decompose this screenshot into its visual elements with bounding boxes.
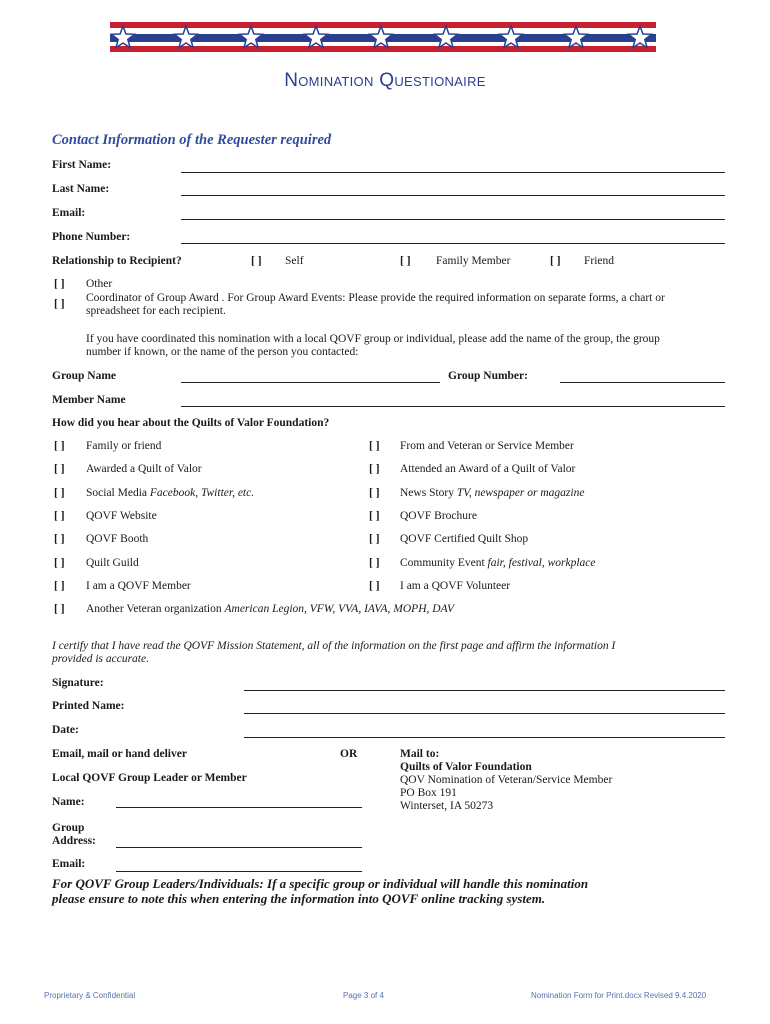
group-address-field[interactable]: [116, 847, 362, 848]
hear-right-checkbox[interactable]: [ ]: [369, 463, 380, 476]
or-label: OR: [340, 748, 358, 760]
hear-option-text: I am a QOVF Volunteer: [400, 579, 511, 592]
group-leader-note: [52, 876, 752, 906]
certify-line-2: provided is accurate.: [52, 653, 149, 665]
checkbox-other[interactable]: [ ]: [54, 278, 65, 290]
contact-section-heading: Contact Information of the Requester required: [52, 132, 332, 148]
hear-left-checkbox[interactable]: [ ]: [54, 509, 65, 522]
hear-option-text: Community Event: [400, 556, 488, 569]
mail-address-line-1: QOV Nomination of Veteran/Service Member: [400, 774, 613, 786]
coordinator-line-1: Coordinator of Group Award . For Group Award Events: Please provide the required information on separate forms, a chart or: [86, 292, 665, 304]
certify-line-1: I certify that I have read the QOVF Mission Statement, all of the information on the first page and affirm the information I: [52, 640, 616, 652]
hear-left-checkbox[interactable]: [ ]: [54, 579, 65, 592]
hear-right-checkbox[interactable]: [ ]: [369, 440, 380, 452]
phone-label: Phone Number:: [52, 231, 131, 243]
relationship-label: Relationship to Recipient?: [52, 255, 182, 267]
page-title: Nomination Questionaire: [284, 70, 486, 91]
hear-option-text: Quilt Guild: [86, 556, 139, 569]
hear-left-checkbox[interactable]: [ ]: [54, 603, 65, 616]
group-note-line-1: If you have coordinated this nomination with a local QOVF group or individual, please add the name of the group, the group: [86, 333, 660, 345]
hear-left-checkbox[interactable]: [ ]: [54, 440, 65, 452]
hear-left-checkbox[interactable]: [ ]: [54, 533, 65, 546]
note-line-2: please ensure to note this when entering the information into QOVF online tracking system.: [52, 891, 546, 906]
hear-left-checkbox[interactable]: [ ]: [54, 486, 65, 499]
mail-org: Quilts of Valor Foundation: [400, 761, 532, 773]
hear-option-examples: American Legion, VFW, VVA, IAVA, MOPH, DAV: [224, 603, 455, 616]
footer-right: Nomination Form for Print.docx Revised 9.4.2020: [531, 991, 707, 1000]
hear-option-text: From and Veteran or Service Member: [400, 440, 574, 452]
mail-address-line-2: PO Box 191: [400, 787, 457, 799]
option-self: Self: [285, 255, 304, 267]
hear-left-option: [86, 510, 157, 522]
footer-page-number: Page 3 of 4: [343, 991, 384, 1000]
hear-left-option: [86, 580, 191, 592]
hear-option-examples: TV, newspaper or magazine: [456, 486, 585, 499]
option-family-member: Family Member: [436, 255, 511, 267]
hear-left-option: [86, 557, 139, 569]
hear-option-text: Family or friend: [86, 440, 162, 452]
hear-option-text: QOVF Booth: [86, 533, 149, 546]
mail-to-label: Mail to:: [400, 748, 440, 760]
checkbox-self[interactable]: [ ]: [251, 255, 262, 267]
option-other: Other: [86, 278, 113, 290]
hear-right-option: [400, 510, 477, 522]
hear-option-text: Awarded a Quilt of Valor: [86, 463, 202, 476]
group-address-label: [52, 822, 96, 848]
hear-right-checkbox[interactable]: [ ]: [369, 533, 380, 546]
first-name-field[interactable]: [181, 172, 725, 173]
deliver-label: Email, mail or hand deliver: [52, 748, 187, 760]
date-label: Date:: [52, 724, 79, 736]
hear-option-text: Social Media: [86, 486, 150, 499]
printed-name-field[interactable]: [244, 713, 725, 714]
date-field[interactable]: [244, 737, 725, 738]
hear-right-checkbox[interactable]: [ ]: [369, 486, 380, 499]
group-address-label-1: Group: [52, 822, 85, 834]
checkbox-coordinator[interactable]: [ ]: [54, 298, 65, 310]
footer-left: Proprietary & Confidential: [44, 991, 136, 1000]
hear-option-text: News Story: [400, 486, 457, 499]
email-label: Email:: [52, 207, 86, 219]
hear-right-checkbox[interactable]: [ ]: [369, 579, 380, 592]
last-name-label: Last Name:: [52, 183, 110, 195]
local-leader-label: Local QOVF Group Leader or Member: [52, 772, 247, 784]
hear-left-option: [86, 440, 161, 452]
group-note: [86, 333, 736, 358]
signature-label: Signature:: [52, 677, 104, 689]
group-name-field[interactable]: [181, 382, 440, 383]
hear-left-checkbox[interactable]: [ ]: [54, 556, 65, 569]
leader-email-label: Email:: [52, 858, 86, 870]
hear-option-text: I am a QOVF Member: [86, 579, 191, 592]
certify-statement: [52, 640, 732, 665]
group-number-field[interactable]: [560, 382, 725, 383]
group-name-label: Group Name: [52, 370, 116, 382]
hear-right-option: [400, 440, 574, 452]
first-name-label: First Name:: [52, 159, 112, 171]
flag-banner: [110, 22, 656, 52]
hear-left-option: [86, 533, 148, 545]
group-note-line-2: number if known, or the name of the person you contacted:: [86, 346, 359, 358]
email-field[interactable]: [181, 219, 725, 220]
last-name-field[interactable]: [181, 195, 725, 196]
hear-about-question: How did you hear about the Quilts of Valor Foundation?: [52, 417, 330, 429]
hear-right-checkbox[interactable]: [ ]: [369, 509, 380, 522]
checkbox-family-member[interactable]: [ ]: [400, 255, 411, 267]
hear-right-option: [400, 463, 575, 475]
coordinator-line-2: spreadsheet for each recipient.: [86, 305, 226, 317]
group-address-label-2: Address:: [52, 835, 96, 847]
option-coordinator: [86, 292, 736, 317]
mail-to-block: [400, 748, 612, 813]
note-line-1: For QOVF Group Leaders/Individuals: If a specific group or individual will handle this nomination: [52, 876, 589, 891]
hear-option-text: QOVF Brochure: [400, 509, 477, 522]
hear-right-option: [400, 557, 596, 569]
printed-name-label: Printed Name:: [52, 700, 125, 712]
member-name-field[interactable]: [181, 406, 725, 407]
hear-left-option: [86, 463, 202, 475]
leader-email-field[interactable]: [116, 871, 362, 872]
hear-right-option: [400, 487, 584, 499]
hear-right-option: [400, 580, 510, 592]
hear-right-option: [400, 533, 528, 545]
hear-right-checkbox[interactable]: [ ]: [369, 556, 380, 569]
signature-field[interactable]: [244, 690, 725, 691]
hear-option-text: Attended an Award of a Quilt of Valor: [400, 463, 576, 476]
hear-left-option: [86, 487, 254, 499]
member-name-label: Member Name: [52, 394, 126, 406]
checkbox-friend[interactable]: [ ]: [550, 255, 561, 267]
hear-option-text: QOVF Certified Quilt Shop: [400, 533, 529, 546]
leader-name-label: Name:: [52, 796, 85, 808]
hear-option-examples: fair, festival, workplace: [487, 556, 596, 569]
leader-name-field[interactable]: [116, 807, 362, 808]
group-number-label: Group Number:: [448, 370, 528, 382]
hear-left-checkbox[interactable]: [ ]: [54, 463, 65, 476]
hear-option-text: QOVF Website: [86, 509, 157, 522]
hear-option-text: Another Veteran organization: [86, 603, 225, 616]
hear-option-examples: Facebook, Twitter, etc.: [149, 486, 255, 499]
hear-left-option: [86, 603, 454, 615]
phone-field[interactable]: [181, 243, 725, 244]
option-friend: Friend: [584, 255, 615, 267]
mail-address-line-3: Winterset, IA 50273: [400, 800, 494, 812]
